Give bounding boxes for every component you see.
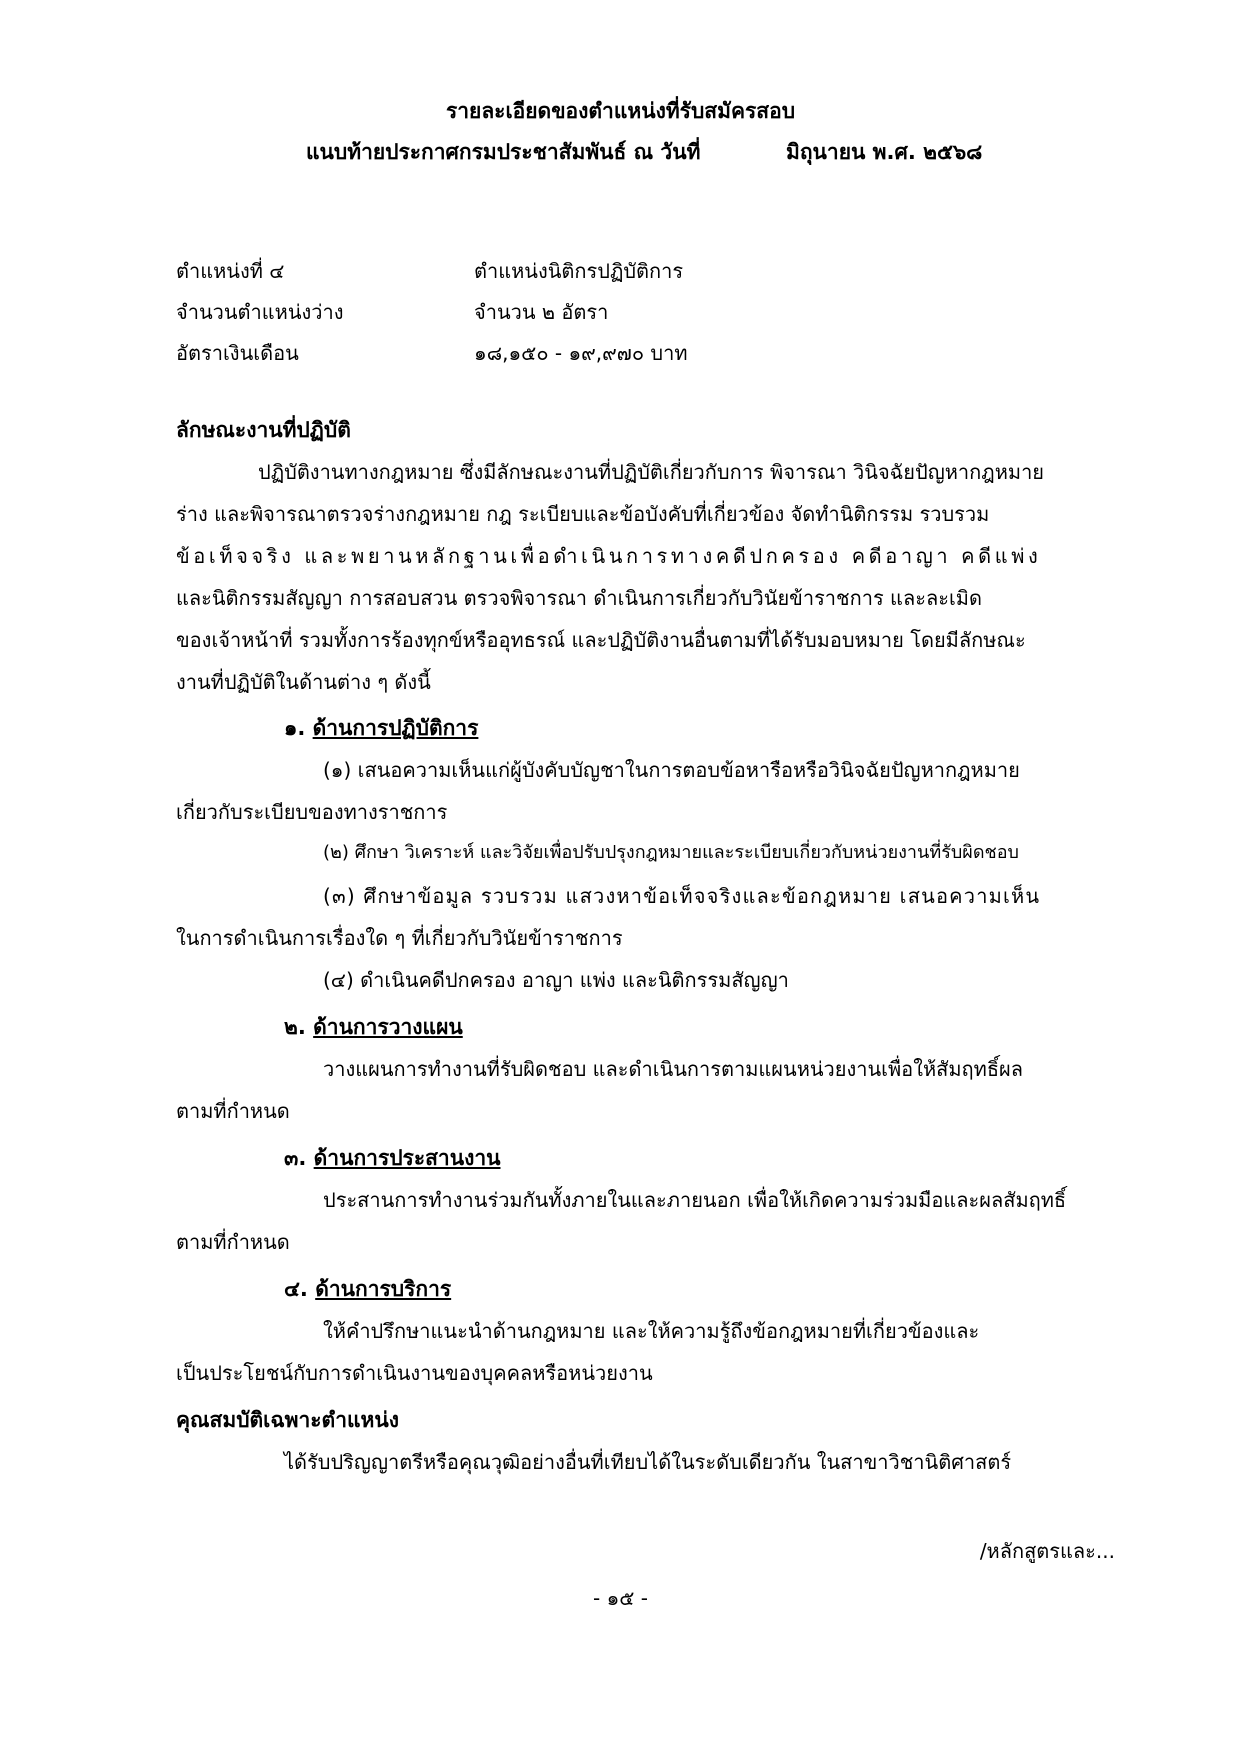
page-number: - ๑๕ - — [593, 1586, 648, 1610]
section-1-title: ด้านการปฏิบัติการ — [312, 716, 479, 740]
section-1-item-4: (๔) ดำเนินคดีปกครอง อาญา แพ่ง และนิติกรรมสัญญา — [323, 968, 789, 992]
info-vacancy-value: จำนวน ๒ อัตรา — [474, 300, 609, 324]
section-1-heading — [284, 713, 478, 745]
info-vacancy-label: จำนวนตำแหน่งว่าง — [176, 300, 344, 324]
qualifications-heading: คุณสมบัติเฉพาะตำแหน่ง — [176, 1408, 399, 1432]
section-1-item-1: (๑) เสนอความเห็นแก่ผู้บังคับบัญชาในการตอบข้อหารือหรือวินิจฉัยปัญหากฎหมาย — [323, 758, 1020, 782]
job-nature-line: ข้อเท็จจริง และพยานหลักฐานเพื่อดำเนินการทางคดีปกครอง คดีอาญา คดีแพ่ง — [176, 544, 1042, 568]
section-2-number: ๒. — [284, 1015, 306, 1039]
job-nature-line: ของเจ้าหน้าที่ รวมทั้งการร้องทุกข์หรืออุทธรณ์ และปฏิบัติงานอื่นตามที่ได้รับมอบหมาย โดยมีลักษณะ — [176, 628, 1026, 652]
section-4-heading — [284, 1274, 451, 1306]
section-2-line-cont: ตามที่กำหนด — [176, 1099, 290, 1123]
section-1-item-3: (๓) ศึกษาข้อมูล รวบรวม แสวงหาข้อเท็จจริงและข้อกฎหมาย เสนอความเห็น — [323, 884, 1041, 908]
section-3-line: ประสานการทำงานร่วมกันทั้งภายในและภายนอก เพื่อให้เกิดความร่วมมือและผลสัมฤทธิ์ — [323, 1188, 1067, 1212]
job-nature-line: ปฏิบัติงานทางกฎหมาย ซึ่งมีลักษณะงานที่ปฏิบัติเกี่ยวกับการ พิจารณา วินิจฉัยปัญหากฎหมาย — [258, 460, 1045, 484]
section-3-number: ๓. — [284, 1146, 307, 1170]
info-position-value: ตำแหน่งนิติกรปฏิบัติการ — [474, 259, 684, 283]
qualifications-line: ได้รับปริญญาตรีหรือคุณวุฒิอย่างอื่นที่เทียบได้ในระดับเดียวกัน ในสาขาวิชานิติศาสตร์ — [284, 1450, 1012, 1474]
section-2-heading — [284, 1012, 463, 1044]
section-3-heading — [284, 1143, 500, 1175]
section-3-title: ด้านการประสานงาน — [313, 1146, 501, 1170]
section-1-item-2: (๒) ศึกษา วิเคราะห์ และวิจัยเพื่อปรับปรุงกฎหมายและระเบียบเกี่ยวกับหน่วยงานที่รับผิดชอบ — [323, 842, 1019, 863]
document-subtitle-left: แนบท้ายประกาศกรมประชาสัมพันธ์ ณ วันที่ — [306, 140, 701, 164]
section-4-title: ด้านการบริการ — [315, 1277, 452, 1301]
job-nature-line: และนิติกรรมสัญญา การสอบสวน ตรวจพิจารณา ดำเนินการเกี่ยวกับวินัยข้าราชการ และละเมิด — [176, 586, 982, 610]
job-nature-heading: ลักษณะงานที่ปฏิบัติ — [176, 418, 351, 442]
section-1-number: ๑. — [284, 716, 306, 740]
section-1-item-1-cont: เกี่ยวกับระเบียบของทางราชการ — [176, 800, 448, 824]
section-4-number: ๔. — [284, 1277, 308, 1301]
section-1-item-3-cont: ในการดำเนินการเรื่องใด ๆ ที่เกี่ยวกับวินัยข้าราชการ — [176, 926, 623, 950]
info-salary-value: ๑๘,๑๕๐ - ๑๙,๙๗๐ บาท — [474, 341, 688, 365]
continuation-note: /หลักสูตรและ... — [979, 1539, 1115, 1563]
info-salary-label: อัตราเงินเดือน — [176, 341, 299, 365]
document-title: รายละเอียดของตำแหน่งที่รับสมัครสอบ — [445, 99, 796, 123]
job-nature-line: ร่าง และพิจารณาตรวจร่างกฎหมาย กฎ ระเบียบและข้อบังคับที่เกี่ยวข้อง จัดทำนิติกรรม รวบรวม — [176, 502, 990, 526]
section-4-line-cont: เป็นประโยชน์กับการดำเนินงานของบุคคลหรือหน่วยงาน — [176, 1361, 653, 1385]
job-nature-line: งานที่ปฏิบัติในด้านต่าง ๆ ดังนี้ — [176, 670, 431, 694]
section-2-line: วางแผนการทำงานที่รับผิดชอบ และดำเนินการตามแผนหน่วยงานเพื่อให้สัมฤทธิ์ผล — [323, 1057, 1024, 1081]
info-position-label: ตำแหน่งที่ ๔ — [176, 259, 285, 283]
section-4-line: ให้คำปรึกษาแนะนำด้านกฎหมาย และให้ความรู้ถึงข้อกฎหมายที่เกี่ยวข้องและ — [323, 1319, 980, 1343]
section-3-line-cont: ตามที่กำหนด — [176, 1230, 290, 1254]
section-2-title: ด้านการวางแผน — [313, 1015, 463, 1039]
document-subtitle-date: มิถุนายน พ.ศ. ๒๕๖๘ — [786, 140, 983, 164]
